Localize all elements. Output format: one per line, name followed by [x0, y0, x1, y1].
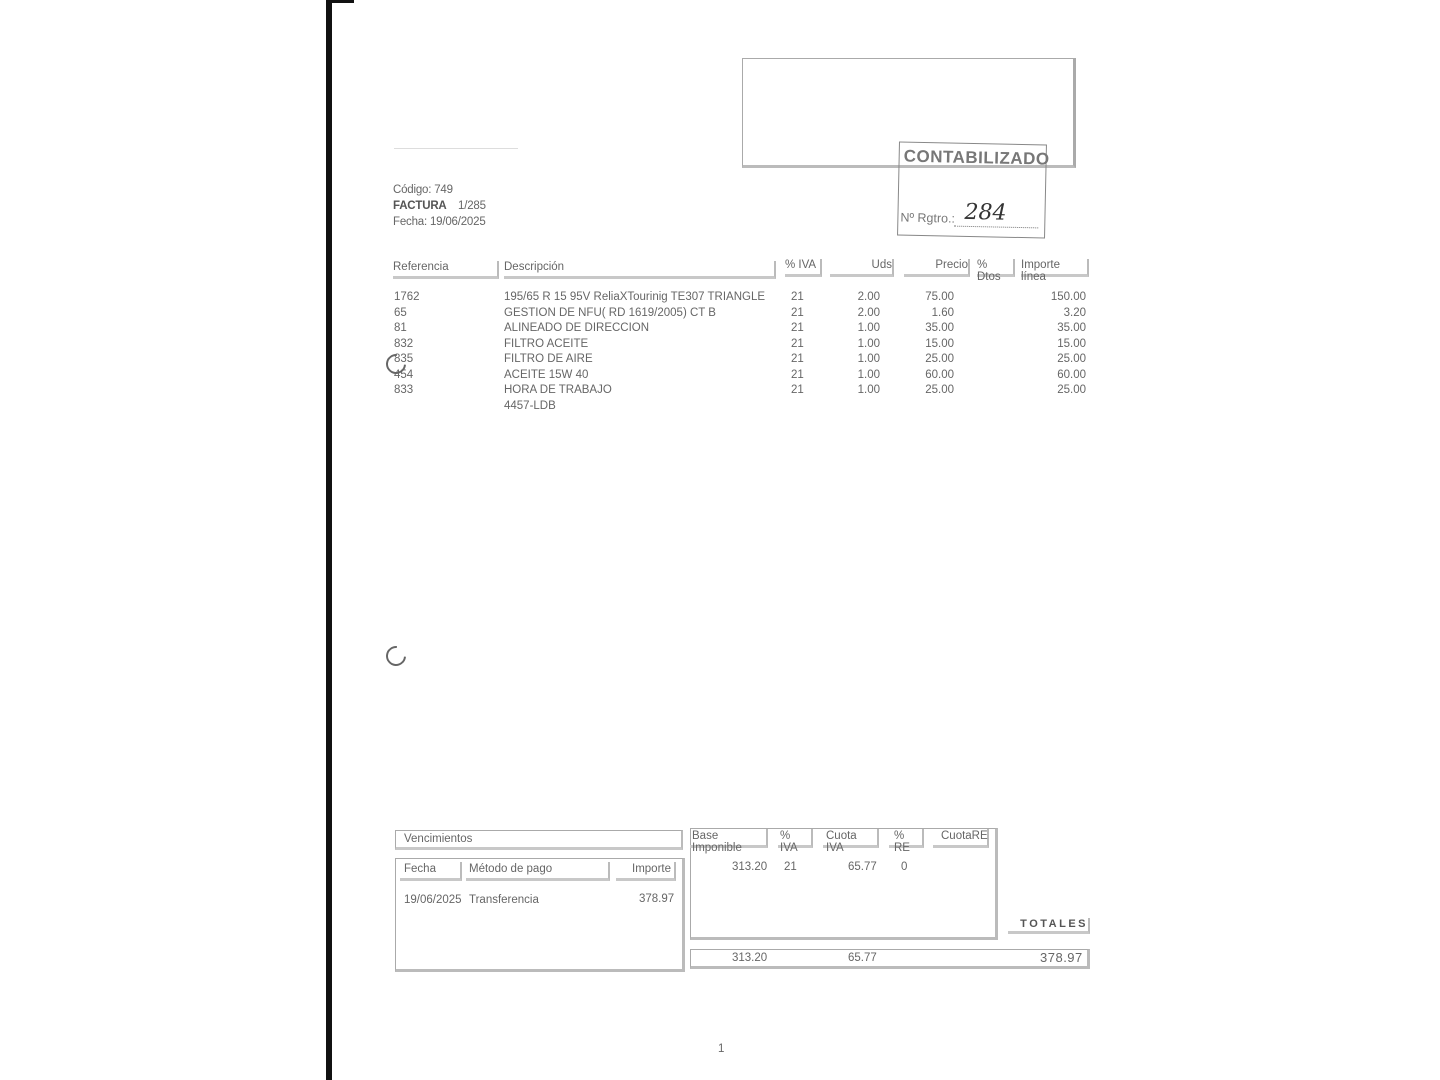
cell-uds: 1.00	[857, 384, 880, 396]
cell-uds: 2.00	[857, 306, 880, 319]
cell-precio: 25.00	[925, 353, 954, 365]
stamp-label: Nº Rgtro.:	[900, 210, 956, 226]
cell-importe: 25.00	[1057, 353, 1086, 365]
cell-importe: 60.00	[1057, 368, 1086, 381]
cell-desc: GESTION DE NFU( RD 1619/2005) CT B	[504, 306, 716, 319]
col-precio: Precio	[904, 259, 970, 277]
cell-iva: 21	[791, 306, 804, 319]
col-descripcion: Descripción	[504, 261, 776, 279]
cell-precio: 15.00	[925, 337, 954, 350]
col-uds: Uds	[830, 259, 894, 277]
stamp-title: CONTABILIZADO	[903, 146, 1050, 169]
totals-grand-total: 378.97	[1040, 950, 1083, 965]
cell-importe: 3.20	[1063, 306, 1086, 319]
cell-iva: 21	[791, 337, 804, 350]
invoice-number: 1/285	[458, 200, 486, 212]
venc-col-metodo: Método de pago	[466, 862, 610, 881]
scan-page-edge-top	[326, 0, 354, 3]
invoice-code: Código: 749	[393, 184, 453, 196]
scan-page-edge	[326, 0, 332, 1080]
page-number: 1	[718, 1043, 725, 1055]
cell-desc: HORA DE TRABAJO	[504, 384, 612, 396]
cell-ref: 832	[394, 337, 414, 350]
cell-ref: 1762	[394, 291, 420, 303]
tax-row-base: 313.20	[732, 861, 768, 873]
cell-ref: 833	[394, 384, 414, 396]
cell-desc: ACEITE 15W 40	[504, 368, 589, 381]
col-iva: % IVA	[785, 259, 822, 277]
cell-desc: 195/65 R 15 95V ReliaXTourinig TE307 TRIANGLE	[504, 291, 766, 303]
cell-ref: 835	[394, 353, 414, 365]
cell-desc: ALINEADO DE DIRECCION	[504, 322, 650, 334]
tax-col-iva: % IVA	[778, 829, 813, 848]
cell-iva: 21	[791, 291, 804, 303]
col-dtos: % Dtos	[977, 259, 1015, 277]
cell-uds: 2.00	[857, 291, 880, 303]
totals-label: TOTALES	[1008, 918, 1090, 934]
tax-row-iva: 21	[784, 861, 797, 873]
cell-uds: 1.00	[857, 368, 880, 381]
cell-importe: 25.00	[1057, 384, 1086, 396]
cell-ref: 81	[394, 322, 407, 334]
col-importe: Importe línea	[1021, 259, 1089, 277]
accounting-stamp	[897, 141, 1050, 238]
cell-uds: 1.00	[857, 322, 880, 334]
vehicle-plate-note: 4457-LDB	[504, 400, 556, 412]
stamp-dotted-line	[954, 226, 1038, 229]
totals-base: 313.20	[732, 952, 768, 964]
invoice-date: Fecha: 19/06/2025	[393, 216, 486, 228]
cell-importe: 15.00	[1057, 337, 1086, 350]
cell-precio: 60.00	[925, 368, 954, 381]
venc-row-importe: 378.97	[639, 893, 675, 905]
totals-cuota-iva: 65.77	[848, 952, 877, 964]
col-referencia: Referencia	[393, 261, 499, 279]
venc-row-metodo: Transferencia	[469, 894, 539, 906]
cell-uds: 1.00	[857, 353, 880, 365]
stamp-register-number: 284	[964, 199, 1007, 226]
tax-row-cuota-iva: 65.77	[848, 861, 877, 873]
tax-col-cuota-re: CuotaRE	[933, 829, 989, 848]
punch-hole-mark	[382, 642, 410, 670]
cell-desc: FILTRO DE AIRE	[504, 353, 593, 365]
cell-ref: 65	[394, 306, 407, 319]
cell-precio: 25.00	[925, 384, 954, 396]
cell-iva: 21	[791, 353, 804, 365]
cell-iva: 21	[791, 384, 804, 396]
tax-col-cuota-iva: Cuota IVA	[823, 829, 879, 848]
cell-ref: 454	[394, 368, 414, 381]
tax-col-re: % RE	[889, 829, 924, 848]
tax-col-base: Base Imponible	[690, 829, 768, 848]
cell-iva: 21	[791, 368, 804, 381]
cell-iva: 21	[791, 322, 804, 334]
tax-row-re: 0	[901, 861, 908, 873]
cell-precio: 1.60	[931, 306, 954, 319]
cell-importe: 150.00	[1050, 291, 1086, 303]
invoice-label: FACTURA	[393, 200, 447, 212]
vencimientos-title: Vencimientos	[395, 830, 683, 850]
cell-uds: 1.00	[857, 337, 880, 350]
venc-col-importe: Importe	[616, 862, 676, 881]
cell-precio: 75.00	[925, 291, 954, 303]
faint-header-line	[394, 148, 518, 149]
venc-row-fecha: 19/06/2025	[404, 894, 462, 906]
cell-precio: 35.00	[925, 322, 954, 334]
cell-importe: 35.00	[1057, 322, 1086, 334]
cell-desc: FILTRO ACEITE	[504, 337, 589, 350]
venc-col-fecha: Fecha	[400, 862, 462, 881]
